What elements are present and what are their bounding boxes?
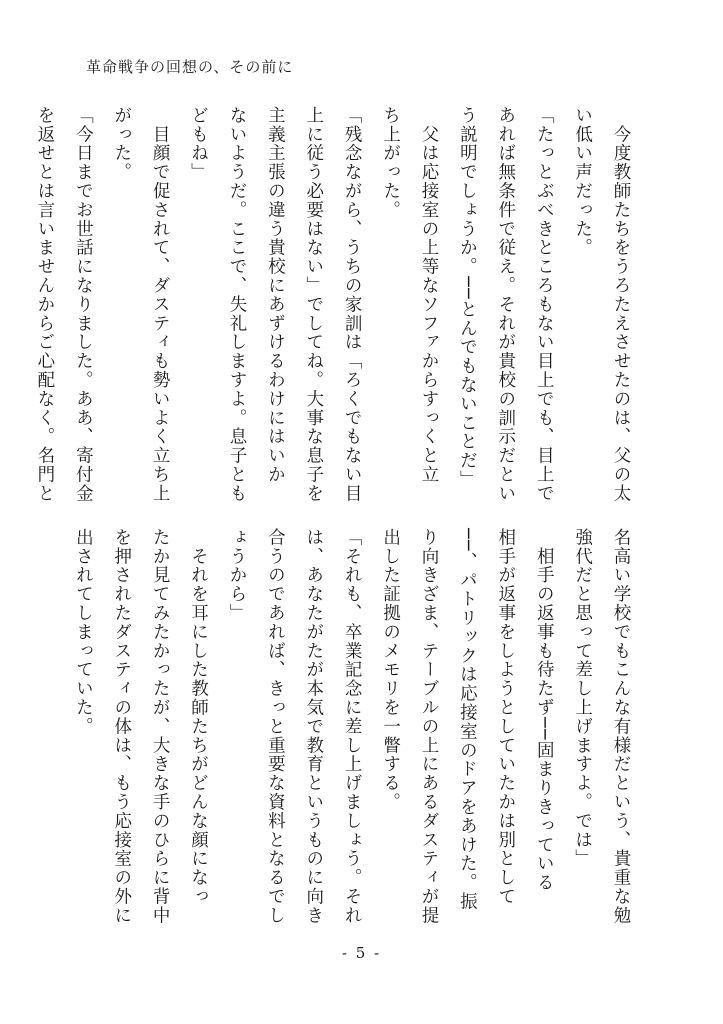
text-line: を返せとは言いませんからご心配なく。名門と: [34, 106, 55, 503]
running-header: 革命戦争の回想の、その前に: [86, 58, 294, 76]
upper-text-block: [34, 106, 640, 511]
text-line: 強代だと思って差し上げますよ。では」: [572, 528, 593, 869]
text-line: 「今日までお世話になりました。ああ、寄付金: [73, 106, 94, 503]
text-line: を押されたダスティの体は、もう応接室の外に: [111, 528, 132, 925]
text-line: は、あなたがたが本気で教育というものに向き: [303, 528, 324, 925]
text-line: 相手が返事をしようとしていたかは別として: [495, 528, 516, 906]
text-line: がった。: [111, 106, 132, 182]
text-line: 「それも、卒業記念に差し上げましょう。それ: [342, 528, 363, 925]
text-line: 「残念ながら、うちの家訓は「ろくでもない目: [342, 106, 363, 503]
text-line: 出されてしまっていた。: [73, 528, 94, 736]
text-line: 名高い学校でもこんな有様だという、貴重な勉: [611, 528, 631, 925]
lower-text-block: [73, 528, 640, 933]
text-line: ち上がった。: [380, 106, 401, 220]
page-number: - 5 -: [341, 944, 382, 962]
text-line: 「たっとぶべきところもない目上でも、目上で: [534, 106, 555, 503]
text-line: い低い声だった。: [572, 106, 593, 258]
text-line: どもね」: [188, 106, 209, 182]
text-line: 目顔で促されて、ダスティも勢いよく立ち上: [150, 106, 171, 503]
text-line: う説明でしょうか。──とんでもないことだ」: [457, 106, 478, 489]
text-line: ょうから」: [226, 528, 247, 623]
text-line: ないようだ。ここで、失礼しますよ。息子とも: [226, 106, 247, 503]
text-line: 父は応接室の上等なソファからすっくと立: [418, 106, 439, 484]
text-line: り向きざま、テーブルの上にあるダスティが提: [418, 528, 439, 925]
text-line: 主義主張の違う貴校にあずけるわけにはいか: [265, 106, 286, 484]
text-line: あれば無条件で従え。それが貴校の訓示だとい: [495, 106, 516, 503]
text-line: ──、パトリックは応接室のドアをあけた。振: [457, 528, 478, 911]
text-line: それを耳にした教師たちがどんな顔になっ: [188, 528, 209, 906]
text-line: 今度教師たちをうろたえさせたのは、父の太: [611, 106, 631, 503]
text-line: たか見てみたかったが、大きな手のひらに背中: [150, 528, 171, 925]
text-line: 相手の返事も待たず──固まりきっている: [534, 528, 555, 893]
text-line: 合うのであれば、きっと重要な資料となるでし: [265, 528, 286, 925]
text-line: 出した証拠のメモリを一瞥する。: [380, 528, 401, 812]
text-line: 上に従う必要はない」でしてね。大事な息子を: [303, 106, 324, 503]
